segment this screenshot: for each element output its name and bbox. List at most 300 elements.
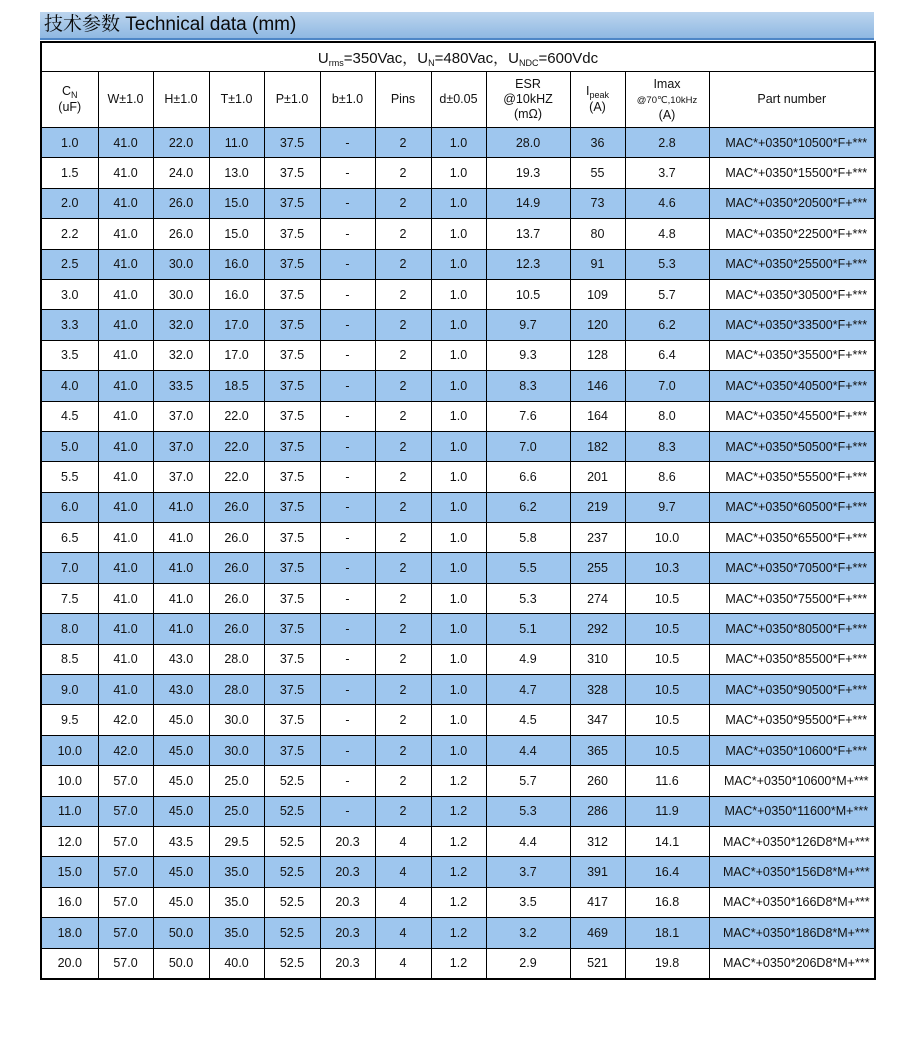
col-header-capacitance: $C_N$ (uF) [41, 72, 98, 128]
cell-b: - [320, 644, 375, 674]
cell-pitch: 37.5 [264, 492, 320, 522]
cell-ipeak: 146 [570, 371, 625, 401]
cell-imax: 19.8 [625, 948, 709, 979]
cell-thickness: 30.0 [209, 705, 264, 735]
cell-height: 37.0 [153, 462, 209, 492]
cell-pitch: 37.5 [264, 158, 320, 188]
cell-diameter: 1.0 [431, 128, 486, 158]
cell-imax: 11.6 [625, 766, 709, 796]
cell-part-number: MAC*+0350*10600*M+*** [709, 766, 875, 796]
cell-esr: 3.7 [486, 857, 570, 887]
cell-esr: 5.5 [486, 553, 570, 583]
table-row [41, 401, 875, 431]
cell-diameter: 1.0 [431, 614, 486, 644]
cell-part-number: MAC*+0350*75500*F+*** [709, 583, 875, 613]
cell-imax: 10.3 [625, 553, 709, 583]
cell-diameter: 1.0 [431, 583, 486, 613]
cell-capacitance: 20.0 [41, 948, 98, 979]
cell-part-number: MAC*+0350*95500*F+*** [709, 705, 875, 735]
cell-imax: 2.8 [625, 128, 709, 158]
cell-esr: 5.7 [486, 766, 570, 796]
conditions-row [41, 42, 875, 72]
cell-pitch: 37.5 [264, 249, 320, 279]
cell-width: 41.0 [98, 310, 153, 340]
cell-esr: 7.0 [486, 431, 570, 461]
cell-height: 32.0 [153, 310, 209, 340]
cell-ipeak: 120 [570, 310, 625, 340]
cell-diameter: 1.0 [431, 431, 486, 461]
cell-pitch: 37.5 [264, 401, 320, 431]
cell-imax: 10.5 [625, 735, 709, 765]
cell-b: - [320, 128, 375, 158]
cell-capacitance: 1.5 [41, 158, 98, 188]
cell-width: 57.0 [98, 826, 153, 856]
col-header-b: b±1.0 [320, 72, 375, 128]
cell-esr: 5.1 [486, 614, 570, 644]
cell-capacitance: 7.5 [41, 583, 98, 613]
cell-capacitance: 3.0 [41, 279, 98, 309]
cell-esr: 5.3 [486, 796, 570, 826]
cell-width: 41.0 [98, 128, 153, 158]
cell-capacitance: 12.0 [41, 826, 98, 856]
cell-esr: 19.3 [486, 158, 570, 188]
cell-esr: 4.5 [486, 705, 570, 735]
cell-thickness: 30.0 [209, 735, 264, 765]
cell-pins: 4 [375, 826, 431, 856]
cell-pitch: 37.5 [264, 523, 320, 553]
cell-imax: 4.6 [625, 188, 709, 218]
cell-esr: 28.0 [486, 128, 570, 158]
cell-thickness: 13.0 [209, 158, 264, 188]
cell-capacitance: 11.0 [41, 796, 98, 826]
cell-height: 41.0 [153, 523, 209, 553]
cell-imax: 18.1 [625, 918, 709, 948]
cell-diameter: 1.0 [431, 219, 486, 249]
cell-pins: 2 [375, 279, 431, 309]
cell-ipeak: 274 [570, 583, 625, 613]
cell-part-number: MAC*+0350*60500*F+*** [709, 492, 875, 522]
cell-pins: 2 [375, 310, 431, 340]
table-row [41, 431, 875, 461]
cell-width: 41.0 [98, 371, 153, 401]
cell-thickness: 26.0 [209, 553, 264, 583]
cell-diameter: 1.0 [431, 523, 486, 553]
cell-capacitance: 4.5 [41, 401, 98, 431]
rated-conditions: $U_{rms}=350Vac$，$U_N=480Vac$，$U_{NDC}=600Vdc$ [41, 42, 875, 72]
cell-capacitance: 3.3 [41, 310, 98, 340]
cell-pins: 2 [375, 492, 431, 522]
cell-capacitance: 8.5 [41, 644, 98, 674]
table-row [41, 887, 875, 917]
cell-thickness: 35.0 [209, 857, 264, 887]
cell-b: - [320, 158, 375, 188]
cell-height: 37.0 [153, 431, 209, 461]
cell-diameter: 1.2 [431, 948, 486, 979]
cell-ipeak: 237 [570, 523, 625, 553]
cell-height: 33.5 [153, 371, 209, 401]
cell-pins: 2 [375, 553, 431, 583]
cell-height: 45.0 [153, 705, 209, 735]
cell-height: 32.0 [153, 340, 209, 370]
table-row [41, 523, 875, 553]
table-row [41, 553, 875, 583]
cell-pitch: 37.5 [264, 340, 320, 370]
cell-imax: 5.3 [625, 249, 709, 279]
cell-height: 26.0 [153, 219, 209, 249]
cell-imax: 16.4 [625, 857, 709, 887]
cell-esr: 6.6 [486, 462, 570, 492]
technical-data-table [40, 41, 876, 980]
cell-pitch: 37.5 [264, 583, 320, 613]
cell-esr: 2.9 [486, 948, 570, 979]
cell-part-number: MAC*+0350*186D8*M+*** [709, 918, 875, 948]
cell-diameter: 1.2 [431, 826, 486, 856]
cell-width: 57.0 [98, 887, 153, 917]
cell-pitch: 52.5 [264, 766, 320, 796]
cell-pins: 2 [375, 796, 431, 826]
cell-pins: 4 [375, 857, 431, 887]
cell-capacitance: 5.5 [41, 462, 98, 492]
cell-b: - [320, 249, 375, 279]
cell-thickness: 11.0 [209, 128, 264, 158]
cell-diameter: 1.0 [431, 279, 486, 309]
cell-pins: 2 [375, 705, 431, 735]
cell-thickness: 18.5 [209, 371, 264, 401]
table-row [41, 492, 875, 522]
cell-diameter: 1.0 [431, 371, 486, 401]
cell-part-number: MAC*+0350*35500*F+*** [709, 340, 875, 370]
table-row [41, 462, 875, 492]
cell-pitch: 37.5 [264, 614, 320, 644]
cell-thickness: 22.0 [209, 462, 264, 492]
cell-imax: 9.7 [625, 492, 709, 522]
cell-esr: 3.2 [486, 918, 570, 948]
cell-width: 41.0 [98, 249, 153, 279]
cell-height: 26.0 [153, 188, 209, 218]
cell-ipeak: 391 [570, 857, 625, 887]
cell-ipeak: 219 [570, 492, 625, 522]
cell-ipeak: 328 [570, 675, 625, 705]
cell-capacitance: 18.0 [41, 918, 98, 948]
col-header-height: H±1.0 [153, 72, 209, 128]
cell-ipeak: 347 [570, 705, 625, 735]
cell-width: 41.0 [98, 219, 153, 249]
cell-height: 43.0 [153, 644, 209, 674]
cell-ipeak: 55 [570, 158, 625, 188]
cell-pins: 2 [375, 371, 431, 401]
cell-diameter: 1.0 [431, 675, 486, 705]
table-row [41, 158, 875, 188]
cell-ipeak: 312 [570, 826, 625, 856]
cell-diameter: 1.2 [431, 887, 486, 917]
col-header-width: W±1.0 [98, 72, 153, 128]
cell-pitch: 52.5 [264, 918, 320, 948]
cell-diameter: 1.0 [431, 188, 486, 218]
cell-part-number: MAC*+0350*45500*F+*** [709, 401, 875, 431]
cell-ipeak: 286 [570, 796, 625, 826]
cell-b: 20.3 [320, 887, 375, 917]
table-row [41, 918, 875, 948]
cell-pins: 2 [375, 675, 431, 705]
cell-thickness: 15.0 [209, 219, 264, 249]
cell-pins: 2 [375, 188, 431, 218]
cell-height: 45.0 [153, 735, 209, 765]
cell-esr: 4.4 [486, 826, 570, 856]
cell-height: 30.0 [153, 249, 209, 279]
cell-capacitance: 9.0 [41, 675, 98, 705]
table-row [41, 675, 875, 705]
cell-pins: 2 [375, 249, 431, 279]
table-row [41, 371, 875, 401]
cell-b: - [320, 340, 375, 370]
table-row [41, 340, 875, 370]
cell-capacitance: 10.0 [41, 735, 98, 765]
cell-b: - [320, 492, 375, 522]
cell-height: 24.0 [153, 158, 209, 188]
cell-imax: 8.6 [625, 462, 709, 492]
section-title: 技术参数 Technical data (mm) [44, 14, 297, 35]
col-header-pitch: P±1.0 [264, 72, 320, 128]
col-header-part-number: Part number [709, 72, 875, 128]
cell-width: 57.0 [98, 796, 153, 826]
cell-width: 41.0 [98, 340, 153, 370]
table-row [41, 279, 875, 309]
cell-part-number: MAC*+0350*10500*F+*** [709, 128, 875, 158]
cell-width: 41.0 [98, 675, 153, 705]
cell-pitch: 37.5 [264, 431, 320, 461]
cell-b: - [320, 431, 375, 461]
cell-pitch: 37.5 [264, 462, 320, 492]
cell-ipeak: 310 [570, 644, 625, 674]
cell-capacitance: 4.0 [41, 371, 98, 401]
cell-width: 41.0 [98, 158, 153, 188]
cell-esr: 5.3 [486, 583, 570, 613]
cell-imax: 6.2 [625, 310, 709, 340]
cell-capacitance: 16.0 [41, 887, 98, 917]
table-row [41, 766, 875, 796]
cell-pitch: 37.5 [264, 219, 320, 249]
cell-width: 57.0 [98, 857, 153, 887]
cell-ipeak: 469 [570, 918, 625, 948]
cell-height: 22.0 [153, 128, 209, 158]
cell-width: 42.0 [98, 705, 153, 735]
table-row [41, 614, 875, 644]
table-row [41, 705, 875, 735]
col-header-thickness: T±1.0 [209, 72, 264, 128]
cell-ipeak: 164 [570, 401, 625, 431]
cell-b: - [320, 279, 375, 309]
cell-b: 20.3 [320, 948, 375, 979]
cell-ipeak: 292 [570, 614, 625, 644]
cell-capacitance: 7.0 [41, 553, 98, 583]
cell-width: 41.0 [98, 431, 153, 461]
cell-part-number: MAC*+0350*30500*F+*** [709, 279, 875, 309]
cell-imax: 10.5 [625, 705, 709, 735]
cell-b: - [320, 675, 375, 705]
cell-b: - [320, 614, 375, 644]
cell-ipeak: 255 [570, 553, 625, 583]
table-row [41, 948, 875, 979]
cell-b: - [320, 735, 375, 765]
cell-esr: 9.7 [486, 310, 570, 340]
cell-esr: 9.3 [486, 340, 570, 370]
cell-pins: 4 [375, 948, 431, 979]
cell-part-number: MAC*+0350*25500*F+*** [709, 249, 875, 279]
cell-imax: 14.1 [625, 826, 709, 856]
cell-height: 41.0 [153, 583, 209, 613]
table-row [41, 188, 875, 218]
cell-pitch: 37.5 [264, 188, 320, 218]
cell-height: 45.0 [153, 766, 209, 796]
cell-ipeak: 91 [570, 249, 625, 279]
cell-thickness: 26.0 [209, 492, 264, 522]
cell-height: 30.0 [153, 279, 209, 309]
cell-b: - [320, 310, 375, 340]
cell-pitch: 52.5 [264, 796, 320, 826]
cell-b: - [320, 188, 375, 218]
cell-diameter: 1.2 [431, 796, 486, 826]
table-body [41, 128, 875, 979]
cell-thickness: 26.0 [209, 614, 264, 644]
cell-pitch: 37.5 [264, 310, 320, 340]
cell-capacitance: 15.0 [41, 857, 98, 887]
cell-diameter: 1.0 [431, 735, 486, 765]
cell-b: - [320, 766, 375, 796]
cell-diameter: 1.0 [431, 340, 486, 370]
cell-imax: 5.7 [625, 279, 709, 309]
cell-pitch: 37.5 [264, 735, 320, 765]
cell-imax: 8.3 [625, 431, 709, 461]
cell-width: 41.0 [98, 614, 153, 644]
cell-pitch: 37.5 [264, 279, 320, 309]
cell-capacitance: 9.5 [41, 705, 98, 735]
cell-pins: 2 [375, 340, 431, 370]
cell-thickness: 29.5 [209, 826, 264, 856]
cell-width: 41.0 [98, 644, 153, 674]
cell-diameter: 1.0 [431, 158, 486, 188]
cell-pins: 2 [375, 462, 431, 492]
cell-width: 57.0 [98, 918, 153, 948]
cell-pins: 2 [375, 735, 431, 765]
cell-pins: 2 [375, 158, 431, 188]
cell-part-number: MAC*+0350*15500*F+*** [709, 158, 875, 188]
cell-ipeak: 80 [570, 219, 625, 249]
cell-b: - [320, 462, 375, 492]
cell-imax: 10.5 [625, 614, 709, 644]
cell-ipeak: 73 [570, 188, 625, 218]
cell-thickness: 22.0 [209, 431, 264, 461]
cell-diameter: 1.2 [431, 918, 486, 948]
cell-diameter: 1.2 [431, 766, 486, 796]
cell-b: - [320, 523, 375, 553]
cell-ipeak: 417 [570, 887, 625, 917]
cell-pitch: 37.5 [264, 371, 320, 401]
cell-part-number: MAC*+0350*20500*F+*** [709, 188, 875, 218]
table-row [41, 128, 875, 158]
cell-thickness: 35.0 [209, 918, 264, 948]
table-row [41, 735, 875, 765]
cell-imax: 10.5 [625, 675, 709, 705]
cell-height: 50.0 [153, 948, 209, 979]
cell-b: - [320, 583, 375, 613]
cell-imax: 11.9 [625, 796, 709, 826]
cell-diameter: 1.0 [431, 310, 486, 340]
cell-diameter: 1.2 [431, 857, 486, 887]
cell-esr: 6.2 [486, 492, 570, 522]
cell-ipeak: 260 [570, 766, 625, 796]
cell-ipeak: 182 [570, 431, 625, 461]
cell-capacitance: 2.2 [41, 219, 98, 249]
cell-part-number: MAC*+0350*90500*F+*** [709, 675, 875, 705]
cell-part-number: MAC*+0350*156D8*M+*** [709, 857, 875, 887]
cell-pitch: 52.5 [264, 857, 320, 887]
table-row [41, 796, 875, 826]
cell-imax: 4.8 [625, 219, 709, 249]
cell-pins: 2 [375, 766, 431, 796]
cell-part-number: MAC*+0350*70500*F+*** [709, 553, 875, 583]
cell-esr: 14.9 [486, 188, 570, 218]
cell-height: 41.0 [153, 553, 209, 583]
cell-pitch: 37.5 [264, 128, 320, 158]
cell-capacitance: 2.0 [41, 188, 98, 218]
cell-part-number: MAC*+0350*85500*F+*** [709, 644, 875, 674]
cell-capacitance: 6.0 [41, 492, 98, 522]
cell-thickness: 26.0 [209, 523, 264, 553]
cell-thickness: 16.0 [209, 249, 264, 279]
cell-ipeak: 521 [570, 948, 625, 979]
cell-thickness: 17.0 [209, 310, 264, 340]
cell-thickness: 26.0 [209, 583, 264, 613]
cell-width: 41.0 [98, 553, 153, 583]
cell-capacitance: 1.0 [41, 128, 98, 158]
cell-b: - [320, 219, 375, 249]
cell-pins: 2 [375, 401, 431, 431]
cell-diameter: 1.0 [431, 462, 486, 492]
cell-esr: 7.6 [486, 401, 570, 431]
cell-capacitance: 5.0 [41, 431, 98, 461]
cell-diameter: 1.0 [431, 249, 486, 279]
cell-imax: 6.4 [625, 340, 709, 370]
cell-part-number: MAC*+0350*166D8*M+*** [709, 887, 875, 917]
cell-pins: 2 [375, 583, 431, 613]
table-row [41, 857, 875, 887]
section-header [40, 12, 874, 40]
cell-capacitance: 8.0 [41, 614, 98, 644]
cell-ipeak: 365 [570, 735, 625, 765]
cell-width: 41.0 [98, 279, 153, 309]
cell-pitch: 52.5 [264, 826, 320, 856]
col-header-esr: ESR @10kHZ (mΩ) [486, 72, 570, 128]
cell-imax: 7.0 [625, 371, 709, 401]
cell-capacitance: 10.0 [41, 766, 98, 796]
cell-pins: 2 [375, 644, 431, 674]
cell-esr: 4.9 [486, 644, 570, 674]
cell-pins: 2 [375, 128, 431, 158]
cell-thickness: 35.0 [209, 887, 264, 917]
cell-part-number: MAC*+0350*22500*F+*** [709, 219, 875, 249]
cell-b: - [320, 401, 375, 431]
cell-b: - [320, 705, 375, 735]
cell-diameter: 1.0 [431, 644, 486, 674]
cell-b: 20.3 [320, 826, 375, 856]
cell-pins: 2 [375, 431, 431, 461]
cell-height: 41.0 [153, 492, 209, 522]
table-row [41, 219, 875, 249]
cell-width: 57.0 [98, 948, 153, 979]
cell-pitch: 37.5 [264, 553, 320, 583]
cell-esr: 4.4 [486, 735, 570, 765]
cell-pins: 2 [375, 219, 431, 249]
